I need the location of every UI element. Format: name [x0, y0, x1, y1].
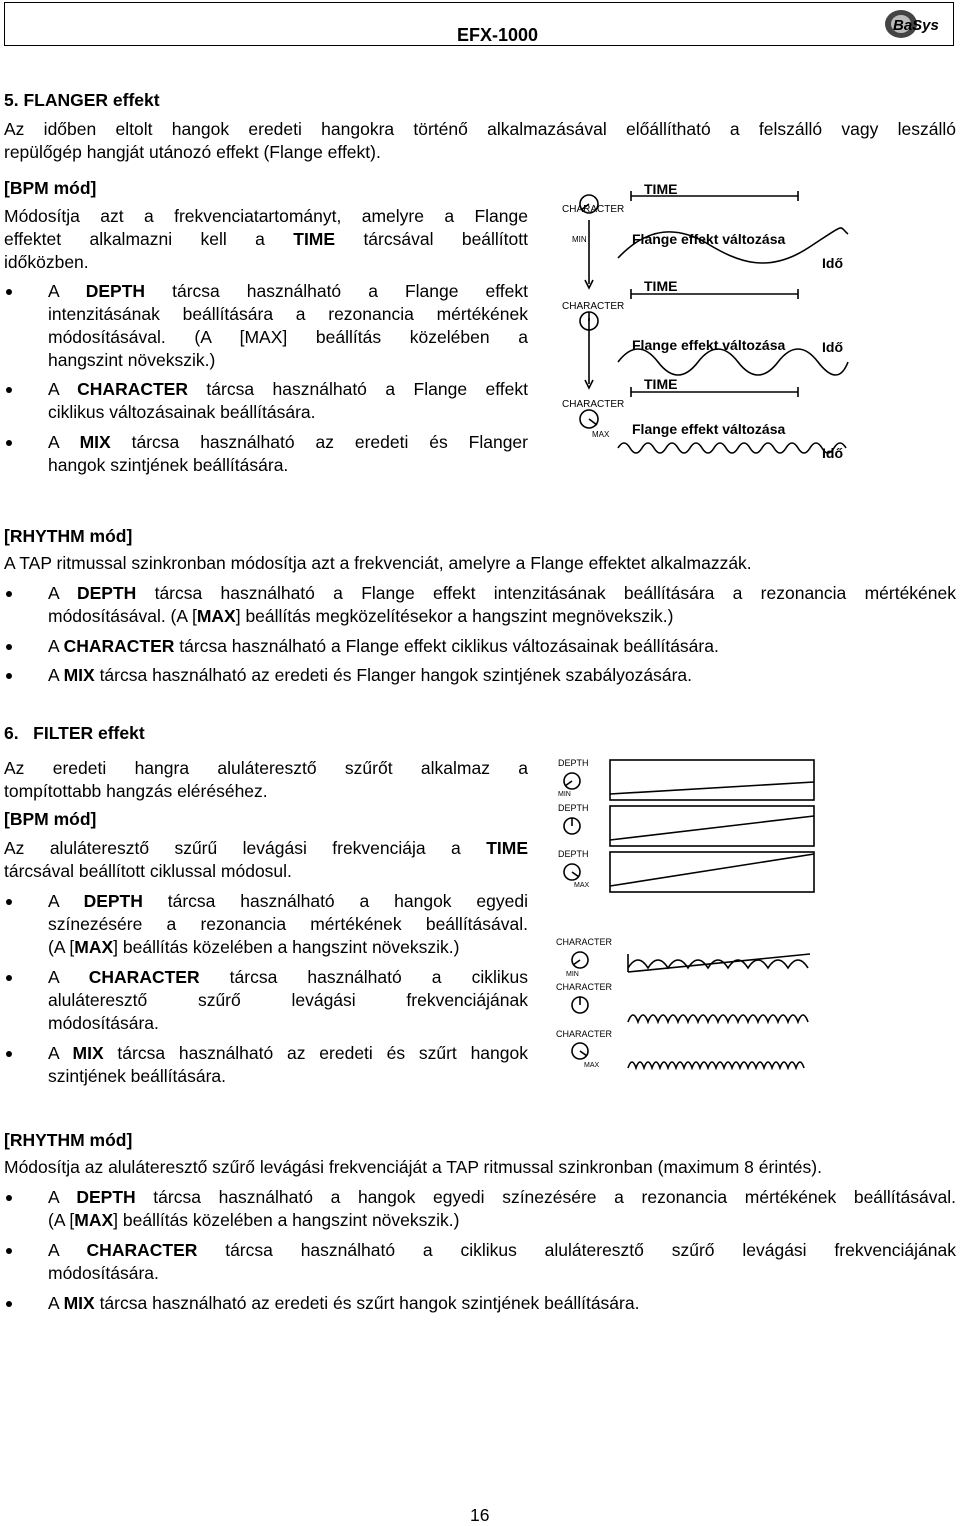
filter-bpm-2: tárcsával beállított ciklussal módosul.	[4, 861, 292, 881]
flanger-bpm-character-1: A CHARACTER tárcsa használható a Flange effekt	[48, 379, 528, 399]
filter-bpm-depth-2: színezésére a rezonancia mértékének beállításával.	[48, 914, 528, 934]
character-label: CHARACTER	[556, 982, 613, 992]
time-label: TIME	[644, 278, 678, 294]
max-label: MAX	[584, 1062, 600, 1069]
character-label: CHARACTER	[556, 937, 613, 947]
flanger-bpm-mix-2: hangok szintjének beállítására.	[48, 455, 289, 475]
min-label: MIN	[566, 971, 579, 978]
filter-bpm-mix-2: szintjének beállítására.	[48, 1066, 227, 1086]
bullet-dot	[6, 899, 12, 905]
filter-rhythm-depth-1: A DEPTH tárcsa használható a hangok egyedi színezésére a rezonancia mértékének beállításával.	[48, 1187, 956, 1207]
filter-rhythm-heading: [RHYTHM mód]	[4, 1130, 133, 1150]
bullet-dot	[6, 673, 12, 679]
flanger-rhythm-depth-1: A DEPTH tárcsa használható a Flange effekt intenzitásának beállítására a rezonancia mértékének	[48, 583, 956, 603]
max-label: MAX	[592, 430, 610, 439]
min-label: MIN	[572, 235, 587, 244]
document-title: EFX-1000	[457, 25, 539, 45]
filter-bpm-character-1: A CHARACTER tárcsa használható a ciklikus	[48, 967, 528, 987]
flanger-bpm-depth-4: hangszint növekszik.)	[48, 350, 216, 370]
flanger-rhythm-intro: A TAP ritmussal szinkronban módosítja azt a frekvenciát, amelyre a Flange effektet alkalmazzák.	[4, 553, 752, 573]
flanger-bpm-depth-2: intenzitásának beállítására a rezonancia mértékének	[48, 304, 528, 324]
flange-change-label: Flange effekt változása	[632, 231, 786, 247]
filter-heading: 6. FILTER effekt	[4, 723, 145, 743]
flanger-bpm-character-2: ciklikus változásainak beállítására.	[48, 402, 316, 422]
flanger-bpm-3: időközben.	[4, 252, 89, 272]
filter-intro-1: Az eredeti hangra aluláteresztő szűrőt alkalmaz a	[4, 758, 528, 778]
filter-rhythm-character-1: A CHARACTER tárcsa használható a ciklikus aluláteresztő szűrő levágási frekvenciájának	[48, 1240, 956, 1260]
page-header	[4, 2, 954, 46]
filter-bpm-mix-1: A MIX tárcsa használható az eredeti és szűrt hangok	[48, 1043, 528, 1063]
flanger-intro-2: repülőgép hangját utánozó effekt (Flange effekt).	[4, 142, 381, 162]
bullet-dot	[6, 1051, 12, 1057]
bullet-dot	[6, 1301, 12, 1307]
depth-label: DEPTH	[558, 758, 589, 768]
time-axis-label: Idő	[822, 255, 843, 271]
filter-rhythm-mix: A MIX tárcsa használható az eredeti és szűrt hangok szintjének beállítására.	[48, 1293, 640, 1313]
bullet-dot	[6, 440, 12, 446]
logo-text: BaSys	[893, 17, 939, 34]
filter-rhythm-intro: Módosítja az aluláteresztő szűrő levágási frekvenciáját a TAP ritmussal szinkronban (maximum 8 érintés).	[4, 1157, 822, 1177]
min-label: MIN	[558, 791, 571, 798]
flanger-bpm-heading: [BPM mód]	[4, 178, 97, 198]
max-label: MAX	[574, 882, 590, 889]
bullet-dot	[6, 289, 12, 295]
filter-rhythm-depth-2: (A [MAX] beállítás közelében a hangszint növekszik.)	[48, 1210, 460, 1230]
flanger-rhythm-heading: [RHYTHM mód]	[4, 526, 133, 546]
basys-logo	[879, 7, 949, 41]
flange-change-label: Flange effekt változása	[632, 337, 786, 353]
filter-effect-figure	[546, 754, 818, 1074]
depth-label: DEPTH	[558, 849, 589, 859]
bullet-dot	[6, 1248, 12, 1254]
flanger-effect-figure	[548, 176, 868, 478]
flanger-bpm-2: effektet alkalmazni kell a TIME tárcsával beállított	[4, 229, 528, 249]
character-label: CHARACTER	[562, 301, 625, 312]
time-label: TIME	[644, 181, 678, 197]
filter-bpm-character-2: aluláteresztő szűrő levágási frekvenciájának	[48, 990, 528, 1010]
page-number: 16	[470, 1505, 490, 1525]
flange-change-label: Flange effekt változása	[632, 421, 786, 437]
filter-rhythm-character-2: módosítására.	[48, 1263, 159, 1283]
bullet-dot	[6, 387, 12, 393]
character-label: CHARACTER	[562, 204, 625, 215]
filter-bpm-1: Az aluláteresztő szűrű levágási frekvenciája a TIME	[4, 838, 528, 858]
flanger-heading: 5. FLANGER effekt	[4, 90, 160, 110]
filter-intro-2: tompítottabb hangzás eléréséhez.	[4, 781, 268, 801]
filter-bpm-depth-3: (A [MAX] beállítás közelében a hangszint növekszik.)	[48, 937, 460, 957]
filter-bpm-heading: [BPM mód]	[4, 809, 97, 829]
character-label: CHARACTER	[556, 1029, 613, 1039]
depth-label: DEPTH	[558, 803, 589, 813]
filter-bpm-depth-1: A DEPTH tárcsa használható a hangok egyedi	[48, 891, 528, 911]
bullet-dot	[6, 591, 12, 597]
flanger-bpm-depth-3: módosításával. (A [MAX] beállítás közelében a	[48, 327, 528, 347]
time-axis-label: Idő	[822, 445, 843, 461]
character-label: CHARACTER	[562, 399, 625, 410]
flanger-rhythm-mix: A MIX tárcsa használható az eredeti és Flanger hangok szintjének szabályozására.	[48, 665, 692, 685]
filter-bpm-character-3: módosítására.	[48, 1013, 159, 1033]
flanger-intro-1: Az időben eltolt hangok eredeti hangokra történő alkalmazásával előállítható a felszálló vagy leszálló	[4, 119, 956, 139]
flanger-bpm-mix-1: A MIX tárcsa használható az eredeti és Flanger	[48, 432, 528, 452]
flanger-bpm-1: Módosítja azt a frekvenciatartományt, amelyre a Flange	[4, 206, 528, 226]
time-axis-label: Idő	[822, 339, 843, 355]
bullet-dot	[6, 644, 12, 650]
flanger-rhythm-depth-2: módosításával. (A [MAX] beállítás megközelítésekor a hangszint megnövekszik.)	[48, 606, 674, 626]
flanger-rhythm-character: A CHARACTER tárcsa használható a Flange effekt ciklikus változásainak beállítására.	[48, 636, 719, 656]
bullet-dot	[6, 975, 12, 981]
bullet-dot	[6, 1195, 12, 1201]
time-label: TIME	[644, 376, 678, 392]
flanger-bpm-depth-1: A DEPTH tárcsa használható a Flange effekt	[48, 281, 528, 301]
